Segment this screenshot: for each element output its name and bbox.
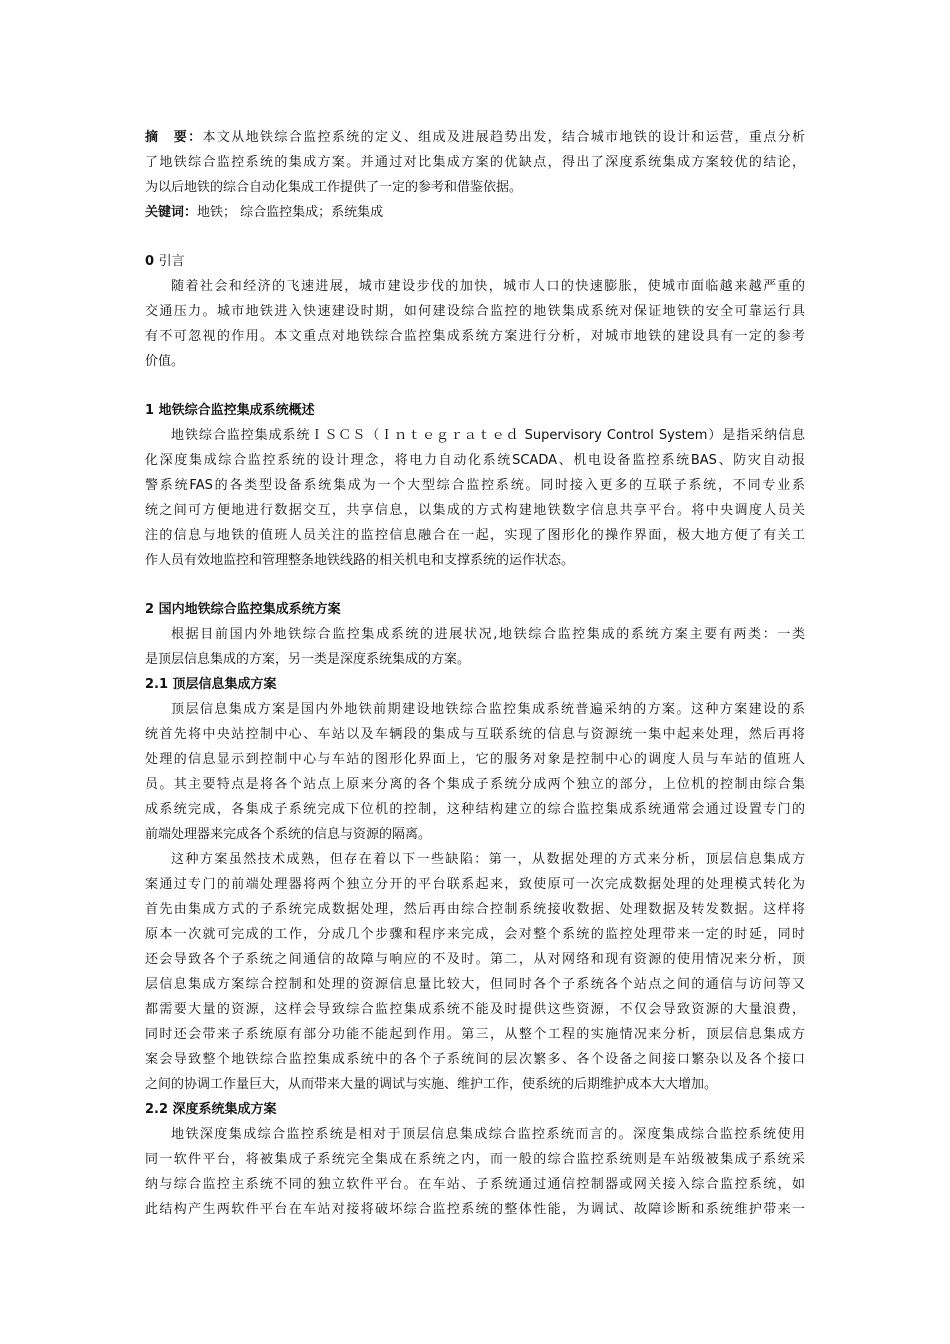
section-2-1-p2-line-10: 之间的协调工作量巨大，从而带来大量的调试与实施、维护工作，使系统的后期维护成本大大增加。 — [145, 1077, 718, 1092]
section-1-heading: 1 地铁综合监控集成系统概述 — [145, 403, 315, 418]
section-2-1-p1-line-1: 顶层信息集成方案是国内外地铁前期建设地铁综合监控集成系统普遍采纳的方案。这种方案建设的系 — [171, 702, 805, 717]
section-2-1-p2-line-9: 案会导致整个地铁综合监控集成系统中的各个子系统间的层次繁多、各个设备之间接口繁杂以及各个接口 — [145, 1052, 805, 1067]
section-2-1-p2-line-1: 这种方案虽然技术成熟，但存在着以下一些缺陷：第一，从数据处理的方式来分析，顶层信息集成方 — [171, 852, 805, 867]
abstract-line-1 — [145, 125, 805, 150]
section-2-2-line-1: 地铁深度集成综合监控系统是相对于顶层信息集成综合监控系统而言的。深度集成综合监控系统使用 — [171, 1127, 805, 1142]
section-0-line-3: 有不可忽视的作用。本文重点对地铁综合监控集成系统方案进行分析，对城市地铁的建设具有一定的参考 — [145, 329, 805, 344]
section-2-1-p1-line-3: 处理的信息显示到控制中心与车站的图形化界面上，它的服务对象是控制中心的调度人员与车站的值班人 — [145, 752, 805, 767]
section-2-1-p2-line-3: 首先由集成方式的子系统完成数据处理，然后再由综合控制系统接收数据、处理数据及转发数据。这样将 — [145, 902, 805, 917]
section-1-line-1: 地铁综合监控集成系统ＩＳＣＳ（Ｉｎｔｅｇｒａｔｅｄ Supervisory Control System）是指采纳信息 — [171, 428, 805, 443]
keywords-label: 关键词： — [145, 205, 198, 220]
section-0-line-2: 交通压力。城市地铁进入快速建设时期，如何建设综合监控的地铁集成系统对保证地铁的安全可靠运行具 — [145, 304, 805, 319]
section-2-2-line-2: 同一软件平台，将被集成子系统完全集成在系统之内，而一般的综合监控系统则是车站级被集成子系统采 — [145, 1152, 805, 1167]
section-0-title: 引言 — [158, 254, 185, 269]
section-2-line-1: 根据目前国内外地铁综合监控集成系统的进展状况,地铁综合监控集成的系统方案主要有两类：一类 — [171, 627, 805, 642]
keywords-text: 地铁； 综合监控集成；系统集成 — [197, 205, 384, 220]
section-1-line-2: 化深度集成综合监控系统的设计理念，将电力自动化系统SCADA、机电设备监控系统BAS、防灾自动报 — [145, 453, 805, 468]
section-2-1-p2-line-6: 层信息集成方案综合控制和处理的资源信息量比较大，但同时各个子系统各个站点之间的通信与访问等又 — [145, 977, 805, 992]
section-2-1-p1-line-6: 前端处理器来完成各个系统的信息与资源的隔离。 — [145, 827, 432, 842]
section-2-2-line-4: 此结构产生两软件平台在车站对接将破坏综合监控系统的整体性能，为调试、故障诊断和系统维护带来一 — [145, 1202, 805, 1217]
section-1-line-3: 警系统FAS的各类型设备系统集成为一个大型综合监控系统。同时接入更多的互联子系统，不同专业系 — [145, 478, 805, 493]
section-2-1-p2-line-2: 案通过专门的前端处理器将两个独立分开的平台联系起来，致使原可一次完成数据处理的处理模式转化为 — [145, 877, 805, 892]
keywords-line — [145, 200, 805, 225]
section-2-2-line-3: 纳与综合监控主系统不同的独立软件平台。在车站、子系统通过通信控制器或网关接入综合监控系统，如 — [145, 1177, 805, 1192]
abstract-line-3: 为以后地铁的综合自动化集成工作提供了一定的参考和借鉴依据。 — [145, 180, 523, 195]
section-2-1-p2-line-8: 同时还会带来子系统原有部分功能不能起到作用。第三，从整个工程的实施情况来分析，顶层信息集成方 — [145, 1027, 805, 1042]
section-2-line-2: 是顶层信息集成的方案，另一类是深度系统集成的方案。 — [145, 652, 471, 667]
document-page — [145, 125, 805, 1222]
section-1-line-6: 作人员有效地监控和管理整条地铁线路的相关机电和支撑系统的运作状态。 — [145, 553, 575, 568]
spacer — [145, 374, 805, 398]
abstract-line-2: 了地铁综合监控系统的集成方案。并通过对比集成方案的优缺点，得出了深度系统集成方案较优的结论， — [145, 155, 805, 170]
section-0-number: 0 — [145, 254, 155, 269]
abstract-label: 摘 要： — [145, 130, 203, 145]
section-2-1-p1-line-2: 统首先将中央站控制中心、车站以及车辆段的集成与互联系统的信息与资源统一集中起来处理，然后再将 — [145, 727, 805, 742]
spacer — [145, 225, 805, 249]
section-0-line-1: 随着社会和经济的飞速进展，城市建设步伐的加快，城市人口的快速膨胀，使城市面临越来越严重的 — [171, 279, 805, 294]
section-0-heading — [145, 249, 805, 274]
section-2-1-p2-line-4: 原本一次就可完成的工作，分成几个步骤和程序来完成，会对整个系统的监控处理带来一定的时延，同时 — [145, 927, 805, 942]
section-1-line-4: 统之间可方便地进行数据交互，共享信息，以集成的方式构建地铁数字信息共享平台。将中央调度人员关 — [145, 503, 805, 518]
section-1-line-5: 注的信息与地铁的值班人员关注的监控信息融合在一起，实现了图形化的操作界面，极大地方便了有关工 — [145, 528, 805, 543]
section-2-1-p1-line-5: 成系统完成，各集成子系统完成下位机的控制，这种结构建立的综合监控集成系统通常会通过设置专门的 — [145, 802, 805, 817]
section-2-2-heading: 2.2 深度系统集成方案 — [145, 1102, 277, 1117]
section-2-1-p2-line-5: 还会导致各个子系统之间通信的故障与响应的不及时。第二，从对网络和现有资源的使用情况来分析，顶 — [145, 952, 805, 967]
section-2-1-heading: 2.1 顶层信息集成方案 — [145, 677, 277, 692]
section-0-line-4: 价值。 — [145, 354, 185, 369]
section-2-heading: 2 国内地铁综合监控集成系统方案 — [145, 602, 341, 617]
spacer — [145, 573, 805, 597]
section-2-1-p1-line-4: 员。其主要特点是将各个站点上原来分离的各个集成子系统分成两个独立的部分，上位机的控制由综合集 — [145, 777, 805, 792]
abstract-text: 本文从地铁综合监控系统的定义、组成及进展趋势出发，结合城市地铁的设计和运营，重点分析 — [202, 130, 805, 145]
section-2-1-p2-line-7: 都需要大量的资源，这样会导致综合监控集成系统不能及时提供这些资源，不仅会导致资源的大量浪费， — [145, 1002, 805, 1017]
